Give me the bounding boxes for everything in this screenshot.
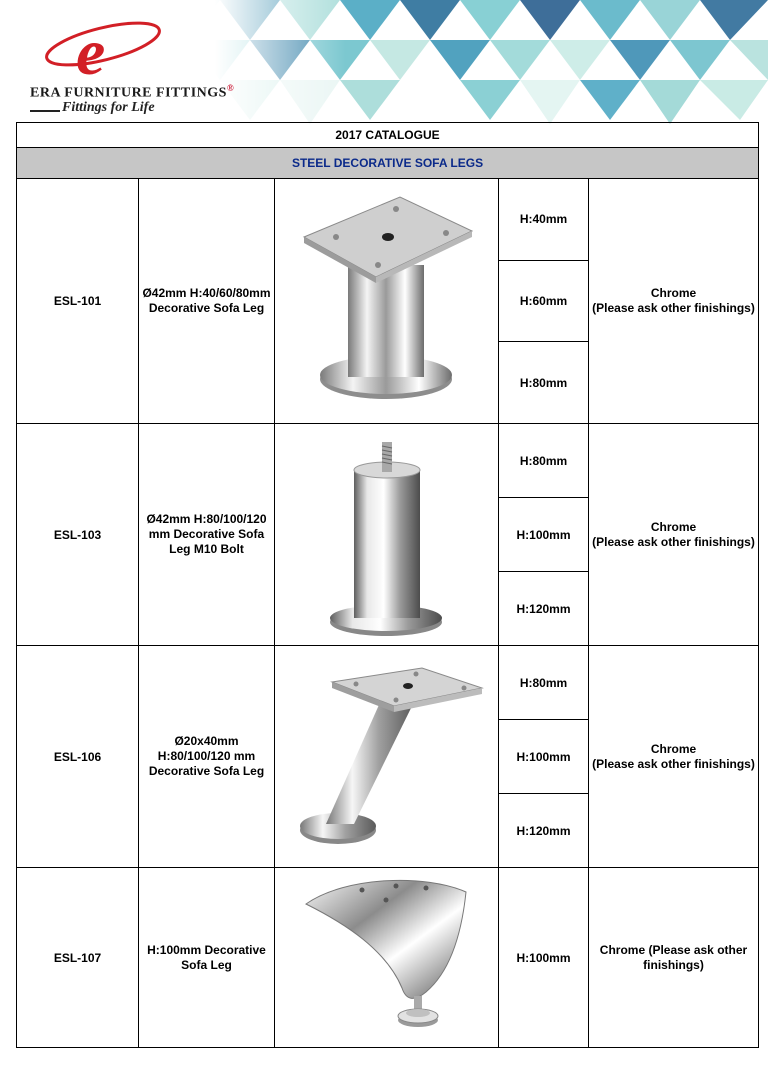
product-image [275, 646, 499, 868]
product-description: Ø20x40mm H:80/100/120 mm Decorative Sofa Leg [139, 646, 275, 868]
product-code: ESL-103 [17, 424, 139, 646]
logo-e-swoosh-icon [28, 16, 168, 82]
finish-info [589, 646, 759, 868]
svg-text:e: e [76, 16, 106, 82]
height-option: H:80mm [499, 424, 589, 498]
product-row [17, 179, 759, 261]
height-option: H:100mm [499, 720, 589, 794]
product-code: ESL-106 [17, 646, 139, 868]
height-option: H:120mm [499, 572, 589, 646]
section-heading: STEEL DECORATIVE SOFA LEGS [17, 148, 759, 179]
finish-main: Chrome (Please ask other [599, 942, 748, 957]
sofa-leg-esl-103-image [276, 426, 498, 644]
product-code: ESL-101 [17, 179, 139, 424]
finish-info [589, 868, 759, 1048]
tagline-rule [30, 110, 60, 112]
finish-note: (Please ask other finishings) [592, 301, 755, 315]
brand-tagline: Fittings for Life [62, 100, 155, 115]
catalogue-table [16, 122, 759, 1048]
sofa-leg-esl-106-image [276, 648, 498, 866]
finish-main: Chrome [650, 741, 697, 756]
product-image [275, 868, 499, 1048]
finish-note: finishings) [643, 957, 704, 972]
catalogue-title: 2017 CATALOGUE [17, 123, 759, 148]
height-option: H:80mm [499, 646, 589, 720]
height-option: H:100mm [499, 868, 589, 1048]
page-header [0, 0, 768, 124]
product-description: Ø42mm H:80/100/120 mm Decorative Sofa Leg M10 Bolt [139, 424, 275, 646]
height-option: H:60mm [499, 260, 589, 342]
height-option: H:40mm [499, 179, 589, 261]
product-row [17, 868, 759, 1048]
product-row [17, 646, 759, 720]
finish-info [589, 424, 759, 646]
product-description: Ø42mm H:40/60/80mm Decorative Sofa Leg [139, 179, 275, 424]
finish-main: Chrome [650, 519, 697, 534]
finish-main: Chrome [650, 286, 697, 300]
product-image [275, 179, 499, 424]
brand-name: ERA FURNITURE FITTINGS® [30, 83, 235, 101]
finish-note: (Please ask other finishings) [592, 756, 755, 771]
height-option: H:80mm [499, 342, 589, 424]
height-option: H:100mm [499, 498, 589, 572]
product-code: ESL-107 [17, 868, 139, 1048]
product-image [275, 424, 499, 646]
sofa-leg-esl-101-image [276, 179, 498, 423]
sofa-leg-esl-107-image [276, 870, 498, 1046]
finish-note: (Please ask other finishings) [592, 534, 755, 549]
product-description: H:100mm Decorative Sofa Leg [139, 868, 275, 1048]
height-option: H:120mm [499, 794, 589, 868]
finish-info [589, 179, 759, 424]
product-row [17, 424, 759, 498]
